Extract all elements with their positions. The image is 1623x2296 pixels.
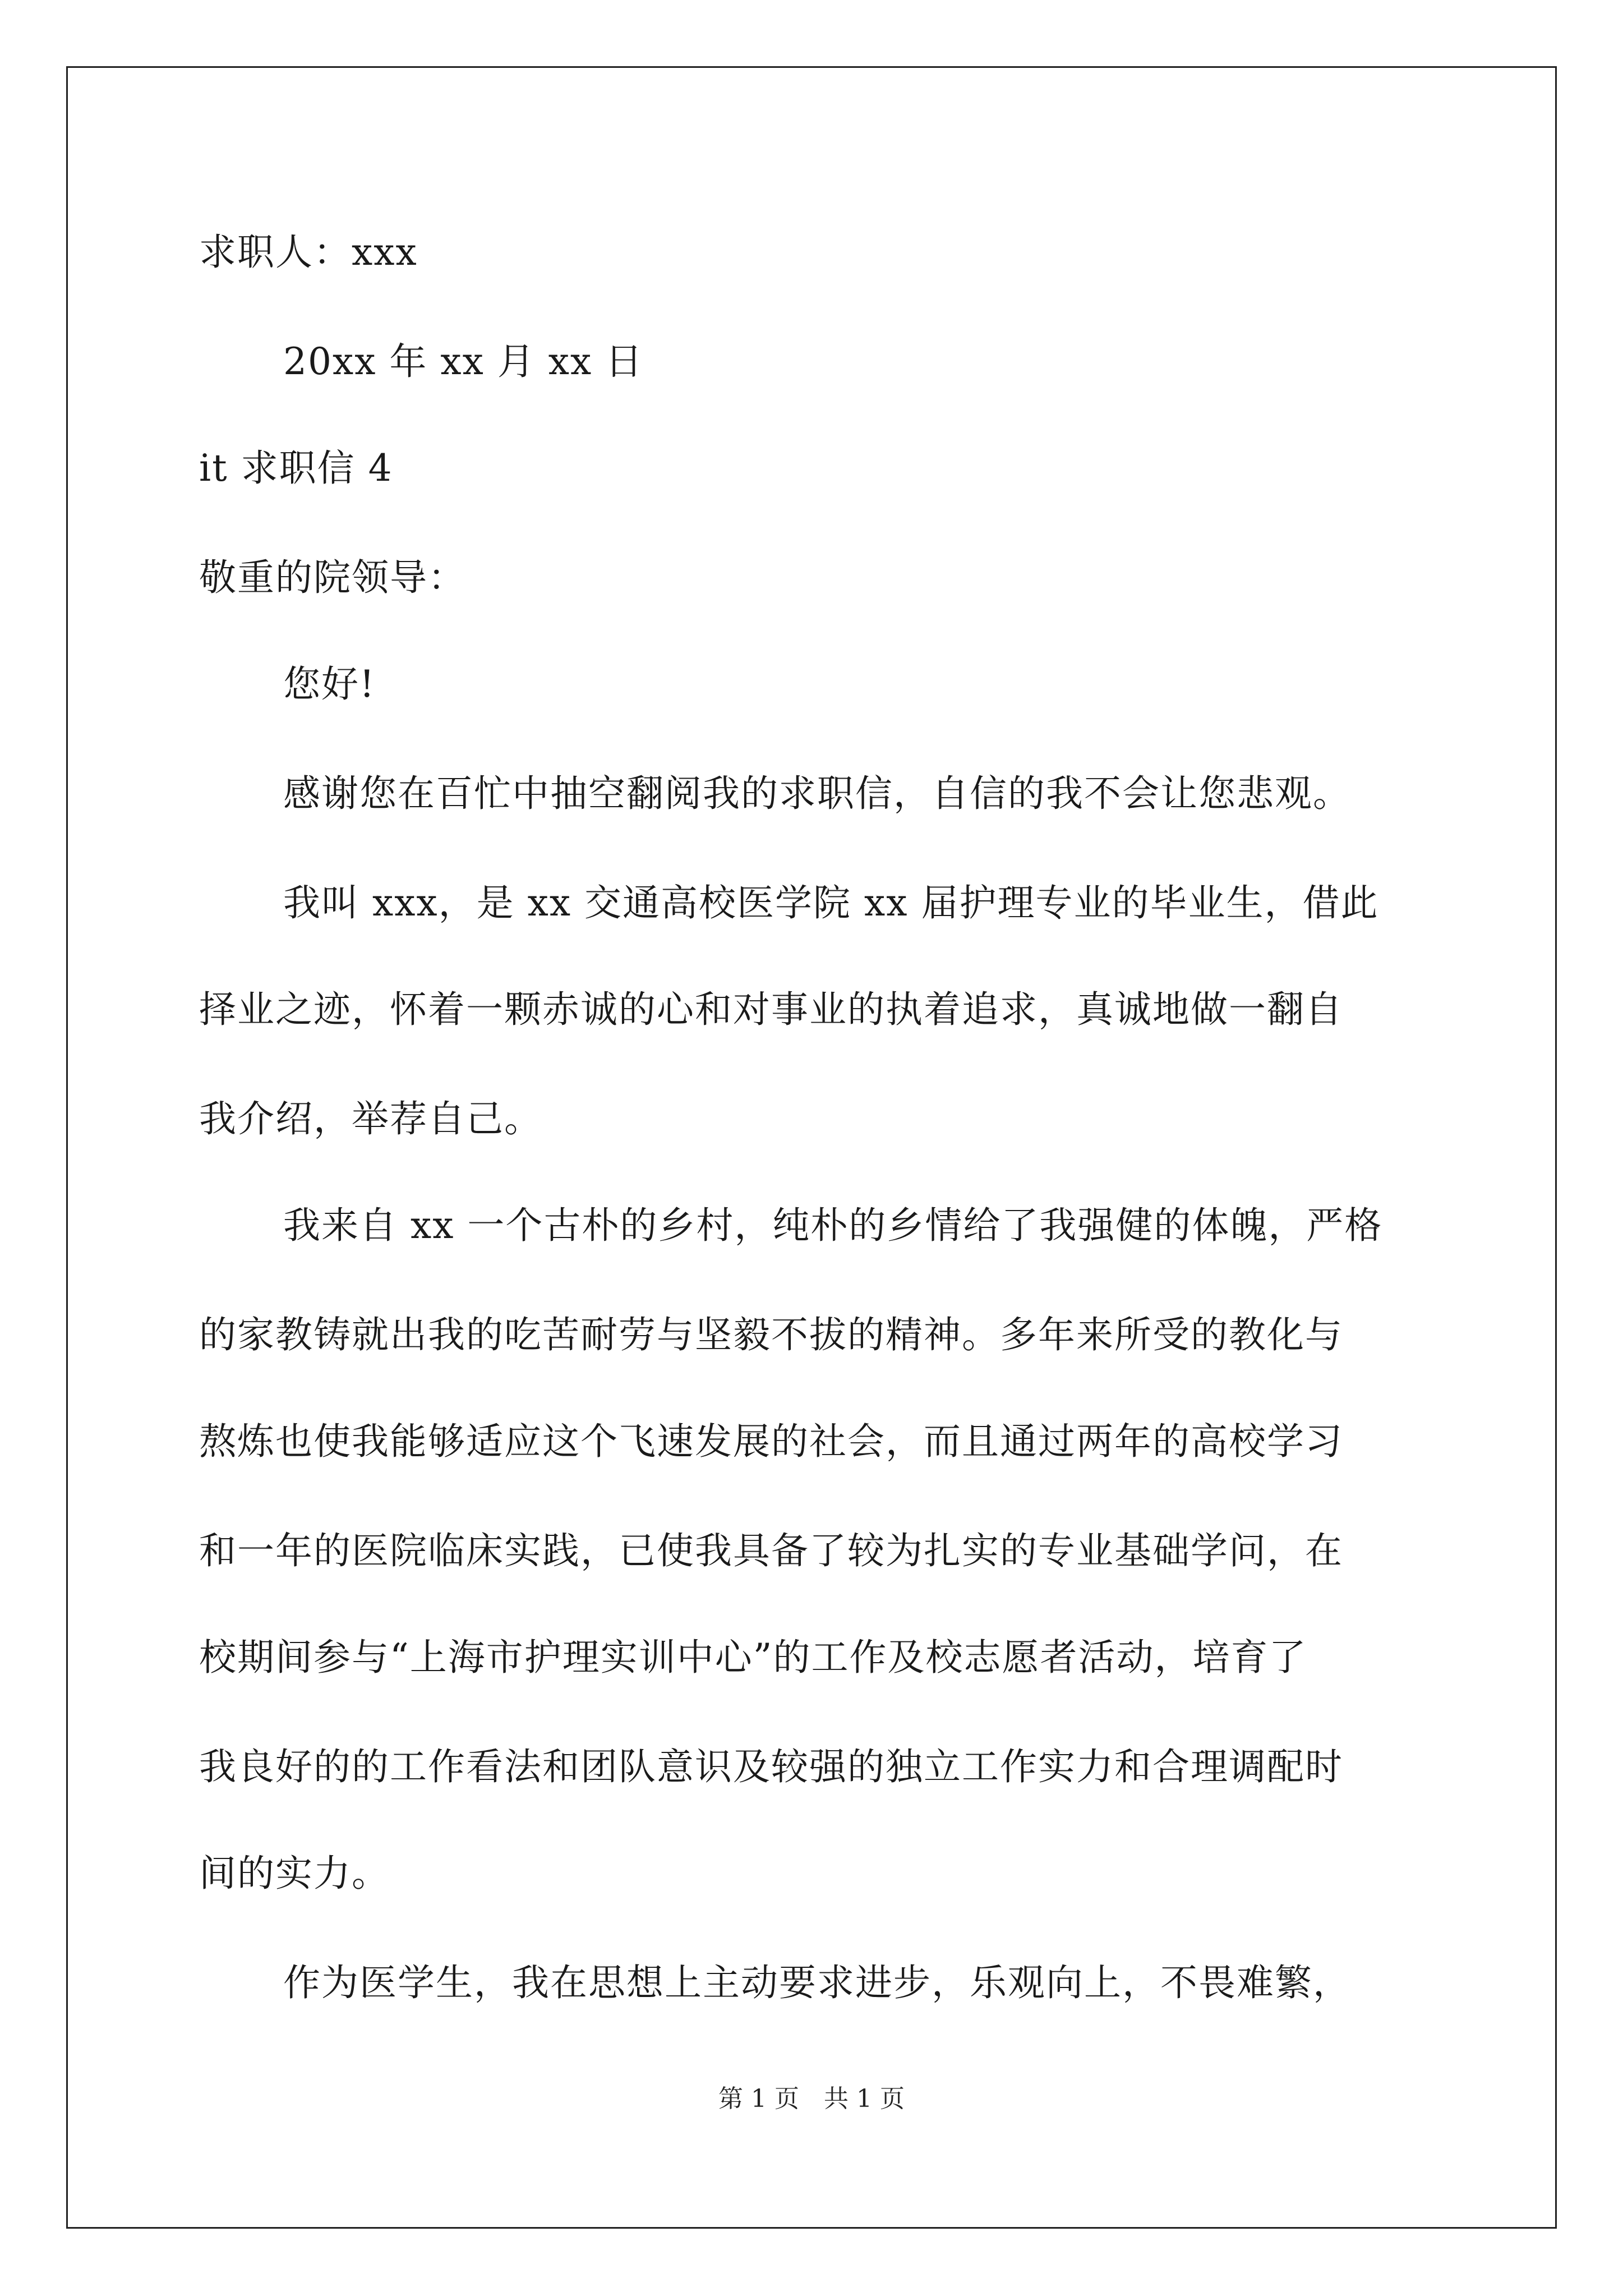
- paragraph-line: 我介绍，举荐自己。: [199, 1097, 542, 1140]
- applicant-line: 求职人：xxx: [199, 231, 418, 274]
- paragraph-line: 校期间参与“上海市护理实训中心”的工作及校志愿者活动，培育了: [199, 1636, 1307, 1679]
- paragraph-line: 择业之迹，怀着一颗赤诚的心和对事业的执着追求，真诚地做一翻自: [199, 988, 1343, 1031]
- letter-title: it 求职信 4: [199, 447, 393, 490]
- paragraph-line: 间的实力。: [199, 1852, 390, 1895]
- paragraph-line: 熬炼也使我能够适应这个飞速发展的社会，而且通过两年的高校学习: [199, 1420, 1343, 1463]
- paragraph-line: 和一年的医院临床实践，已使我具备了较为扎实的专业基础学问，在: [199, 1529, 1343, 1572]
- paragraph-line: 我叫 xxx，是 xx 交通高校医学院 xx 届护理专业的毕业生，借此: [283, 881, 1379, 924]
- salutation: 敬重的院领导：: [199, 556, 466, 599]
- page-border: [66, 66, 1557, 2229]
- paragraph-line: 我良好的的工作看法和团队意识及较强的独立工作实力和合理调配时: [199, 1745, 1343, 1788]
- date-line: 20xx 年 xx 月 xx 日: [283, 340, 644, 383]
- paragraph-line: 的家教铸就出我的吃苦耐劳与坚毅不拔的精神。多年来所受的教化与: [199, 1313, 1343, 1356]
- greeting: 您好!: [283, 662, 376, 706]
- paragraph-line: 作为医学生，我在思想上主动要求进步，乐观向上，不畏难繁，: [283, 1961, 1351, 2004]
- page-number-footer: 第 1 页 共 1 页: [718, 2085, 905, 2113]
- paragraph-line: 感谢您在百忙中抽空翻阅我的求职信，自信的我不会让您悲观。: [283, 772, 1351, 815]
- paragraph-line: 我来自 xx 一个古朴的乡村，纯朴的乡情给了我强健的体魄，严格: [283, 1204, 1383, 1247]
